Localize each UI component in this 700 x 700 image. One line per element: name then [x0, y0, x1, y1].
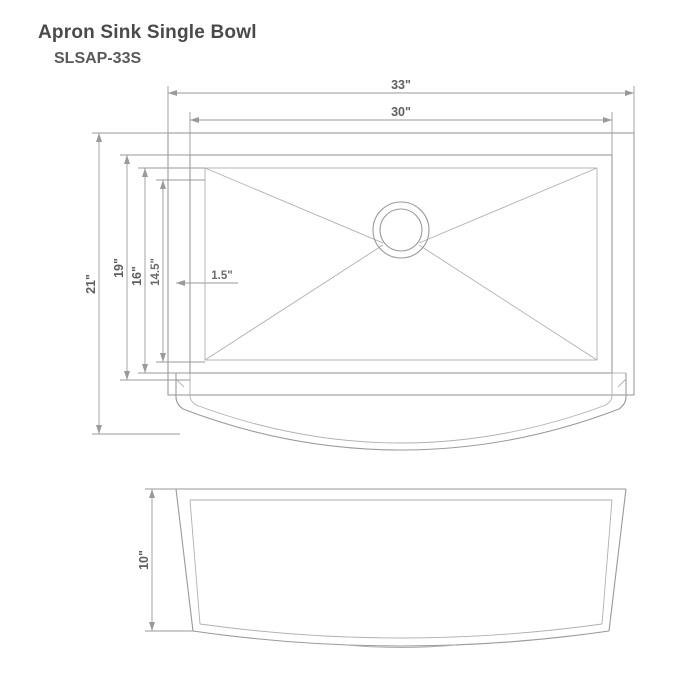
page-title: Apron Sink Single Bowl	[38, 22, 257, 43]
dimension-apron-height	[145, 489, 193, 631]
top-view	[168, 133, 634, 450]
dimension-label-10: 10"	[137, 550, 151, 570]
dimension-label-19: 19"	[112, 258, 126, 278]
dimension-label-14-5: 14.5"	[150, 258, 162, 286]
dimension-depth-14-5	[156, 180, 205, 362]
dimension-label-30: 30"	[391, 105, 411, 119]
front-view	[176, 489, 626, 648]
model-number: SLSAP-33S	[54, 50, 142, 67]
dimension-label-33: 33"	[391, 78, 411, 92]
dimension-label-21: 21"	[84, 274, 98, 294]
dimension-label-16: 16"	[130, 266, 144, 286]
dimension-depth-16	[138, 168, 205, 373]
dimension-label-1-5: 1.5"	[211, 270, 233, 282]
